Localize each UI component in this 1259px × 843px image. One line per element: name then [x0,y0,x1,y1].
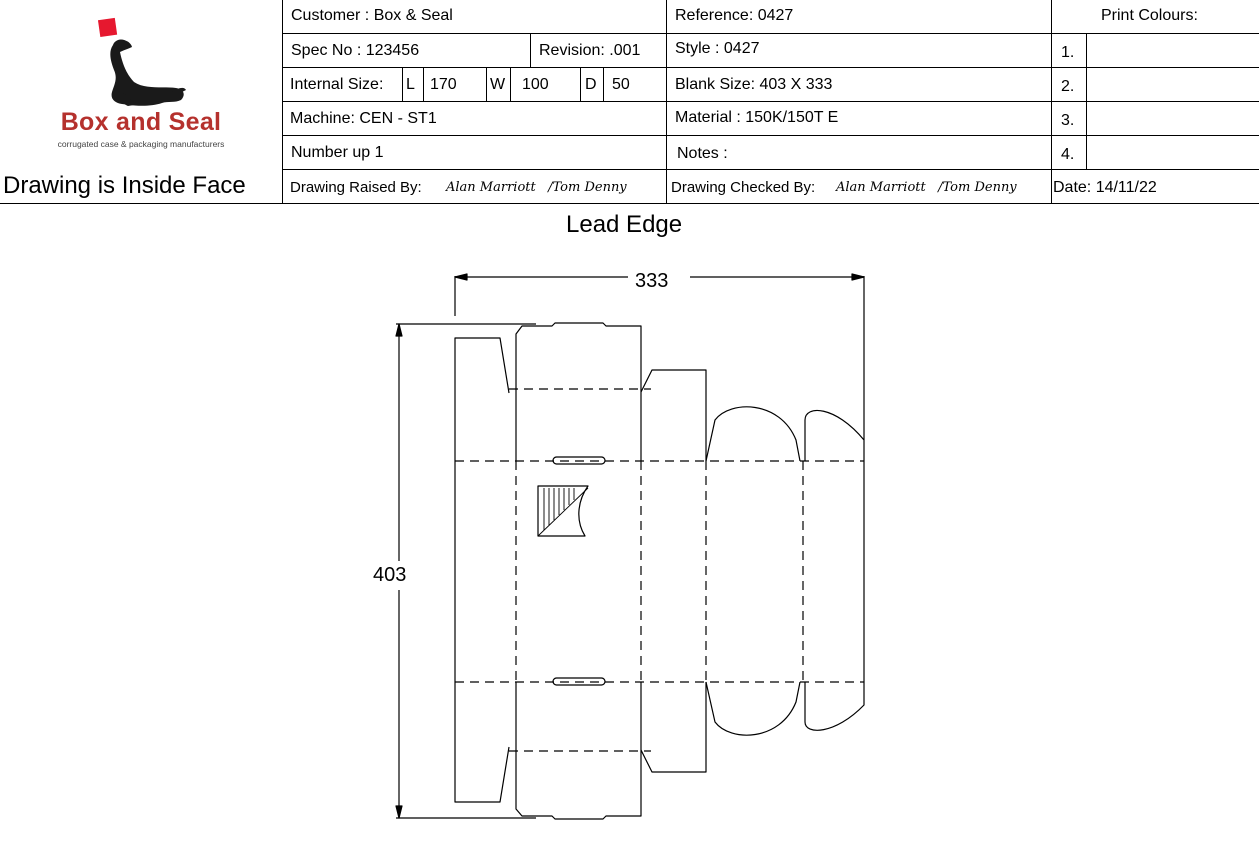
length-value: 170 [430,76,457,93]
width-value: 100 [522,76,549,93]
number-up-field: Number up 1 [291,144,384,161]
depth-label: D [585,76,597,93]
blank-size-field: Blank Size: 403 X 333 [675,76,833,93]
depth-value: 50 [612,76,630,93]
style-field: Style : 0427 [675,40,760,57]
reference-field: Reference: 0427 [675,7,794,24]
raised-by-names: Alan Marriott /Tom Denny [446,180,627,195]
print-colours-label: Print Colours: [1101,7,1198,24]
checked-by-label: Drawing Checked By: [671,179,816,196]
notes-field: Notes : [677,145,728,162]
width-dimension-label: 333 [635,270,669,292]
internal-size-label: Internal Size: [290,76,384,93]
lead-edge-label: Lead Edge [566,211,683,238]
width-label: W [490,76,506,93]
print-colour-2: 2. [1061,78,1075,95]
material-field: Material : 150K/150T E [675,109,839,126]
raised-by-label: Drawing Raised By: [290,179,422,196]
brand-name: Box and Seal [60,108,222,136]
print-colour-4: 4. [1061,146,1075,163]
height-dimension-label: 403 [373,564,407,586]
spec-number-field: Spec No : 123456 [291,42,420,59]
date-field: Date: 14/11/22 [1053,179,1157,196]
checked-by-names: Alan Marriott /Tom Denny [836,180,1017,195]
print-colour-1: 1. [1061,44,1075,61]
length-label: L [406,76,415,93]
brand-tagline: corrugated case & packaging manufacturers [57,139,225,149]
print-colour-3: 3. [1061,112,1075,129]
revision-field: Revision: .001 [539,42,641,59]
customer-field: Customer : Box & Seal [291,7,453,24]
machine-field: Machine: CEN - ST1 [290,110,437,127]
height-dimension-line [396,324,536,818]
drawing-face-note: Drawing is Inside Face [3,172,246,199]
